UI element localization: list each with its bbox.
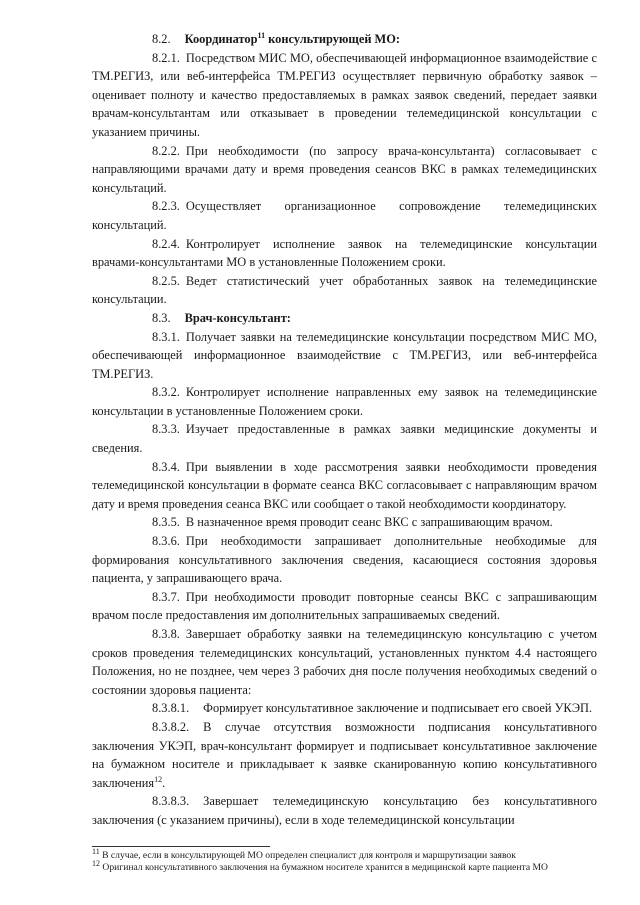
- item-number: 8.2.2.: [152, 143, 180, 158]
- item-text: Завершает обработку заявки на телемедицинскую консультацию с учетом сроков проведения телемедицинских консультаций, установленных пунктом 4.4 настоящего Положения, но не позднее, чем через 3 рабочих дня после получения необходимых сведений о состоянии здоровья пациента:: [92, 627, 597, 697]
- section-number: 8.3.: [152, 310, 171, 325]
- item-number: 8.3.5.: [152, 515, 180, 530]
- paragraph-8-3-8-1: [92, 699, 597, 718]
- footnote-ref: 11: [257, 30, 266, 40]
- paragraph-8-3-8: [92, 625, 597, 699]
- item-number: 8.3.7.: [152, 589, 180, 604]
- item-text: Посредством МИС МО, обеспечивающей информационное взаимодействие с ТМ.РЕГИЗ, или веб-интерфейса ТМ.РЕГИЗ осуществляет первичную обработку заявок – оценивает полноту и качество предоставляемых в рамках заявок сведений, передает заявки врачам-консультантам или отказывает в проведении телемедицинской консультации с указанием причины.: [92, 50, 597, 139]
- paragraph-8-3-3: [92, 420, 597, 457]
- item-text: При выявлении в ходе рассмотрения заявки необходимости проведения телемедицинской консультации в формате сеанса ВКС согласовывает с направляющим врачом дату и время проведения сеанса ВКС или сообщает о такой необходимости координатору.: [92, 459, 597, 511]
- section-title-rest: консультирующей МО:: [265, 32, 401, 46]
- item-number: 8.2.1.: [152, 50, 180, 65]
- paragraph-8-3-2: [92, 383, 597, 420]
- footnote-mark: 12: [92, 859, 100, 869]
- paragraph-8-3-1: [92, 328, 597, 384]
- item-text: Ведет статистический учет обработанных заявок на телемедицинские консультации.: [92, 273, 597, 307]
- item-text: В назначенное время проводит сеанс ВКС с запрашивающим врачом.: [185, 515, 553, 530]
- footnote-divider: [92, 846, 270, 847]
- item-text: В случае отсутствия возможности подписания консультативного заключения УКЭП, врач-консультант формирует и подписывает консультативное заключение на бумажном носителе и прикладывает к заявке сканированную копию консультативного заключения: [92, 719, 597, 790]
- paragraph-8-3-8-2: [92, 718, 597, 792]
- paragraph-8-3-4: [92, 458, 597, 514]
- item-text: Получает заявки на телемедицинские консультации посредством МИС МО, обеспечивающей информационное взаимодействие с ТМ.РЕГИЗ, или веб-интерфейса ТМ.РЕГИЗ.: [92, 329, 597, 381]
- paragraph-8-2-4: [92, 235, 597, 272]
- item-text: При необходимости запрашивает дополнительные необходимые для формирования консультативного заключения сведения, касающиеся состояния здоровья пациента, у запрашивающего врача.: [92, 534, 597, 586]
- footnote-12: [92, 859, 597, 874]
- section-title: Координатор: [184, 32, 258, 46]
- section-heading-8-2: [92, 30, 597, 49]
- paragraph-8-2-1: [92, 49, 597, 142]
- item-number: 8.3.8.2.: [152, 719, 190, 734]
- footnote-11: [92, 846, 597, 862]
- item-number: 8.2.3.: [152, 199, 180, 214]
- item-number: 8.2.5.: [152, 273, 180, 288]
- item-number: 8.3.6.: [152, 534, 180, 549]
- footnotes: [92, 846, 597, 875]
- item-text: Формирует консультативное заключение и подписывает его своей УКЭП.: [203, 701, 593, 716]
- document-page: [92, 30, 597, 830]
- paragraph-8-2-5: [92, 272, 597, 309]
- footnote-text: В случае, если в консультирующей МО определен специалист для контроля и маршрутизации заявок: [99, 850, 516, 861]
- item-number: 8.3.8.3.: [152, 794, 190, 809]
- item-text: Контролирует исполнение заявок на телемедицинские консультации врачами-консультантами МО в установленные Положением сроки.: [92, 236, 597, 270]
- item-text: При необходимости проводит повторные сеансы ВКС с запрашивающим врачом после предоставления им дополнительных запрашиваемых сведений.: [92, 589, 597, 623]
- footnote-ref: 12: [154, 774, 163, 784]
- item-text: При необходимости (по запросу врача-консультанта) согласовывает с направляющими врачами дату и время проведения сеансов ВКС в рамках телемедицинских консультаций.: [92, 143, 597, 195]
- item-text-tail: .: [162, 775, 166, 790]
- paragraph-8-2-2: [92, 142, 597, 198]
- item-number: 8.3.8.1.: [152, 701, 190, 716]
- section-number: 8.2.: [152, 32, 171, 46]
- footnote-mark: 11: [92, 846, 100, 856]
- paragraph-8-2-3: [92, 197, 597, 234]
- paragraph-8-3-7: [92, 588, 597, 625]
- paragraph-8-3-8-3: [92, 792, 597, 829]
- paragraph-8-3-6: [92, 532, 597, 588]
- item-number: 8.3.1.: [152, 329, 180, 344]
- item-number: 8.3.3.: [152, 422, 180, 437]
- footnote-text: Оригинал консультативного заключения на бумажном носителе хранится в медицинской карте пациента МО: [100, 862, 548, 874]
- item-text: Завершает телемедицинскую консультацию без консультативного заключения (с указанием причины), если в ходе телемедицинской консультации: [92, 794, 597, 827]
- item-text: Изучает предоставленные в рамках заявки медицинские документы и сведения.: [92, 422, 597, 456]
- item-number: 8.3.4.: [152, 459, 180, 474]
- paragraph-8-3-5: [92, 513, 597, 532]
- item-text: Осуществляет организационное сопровождение телемедицинских консультаций.: [92, 199, 597, 232]
- item-number: 8.3.8.: [152, 627, 180, 641]
- item-number: 8.3.2.: [152, 385, 180, 400]
- item-text: Контролирует исполнение направленных ему заявок на телемедицинские консультации в установленные Положением сроки.: [92, 385, 597, 418]
- item-number: 8.2.4.: [152, 236, 180, 251]
- section-title: Врач-консультант:: [184, 310, 291, 325]
- section-heading-8-3: [92, 309, 597, 328]
